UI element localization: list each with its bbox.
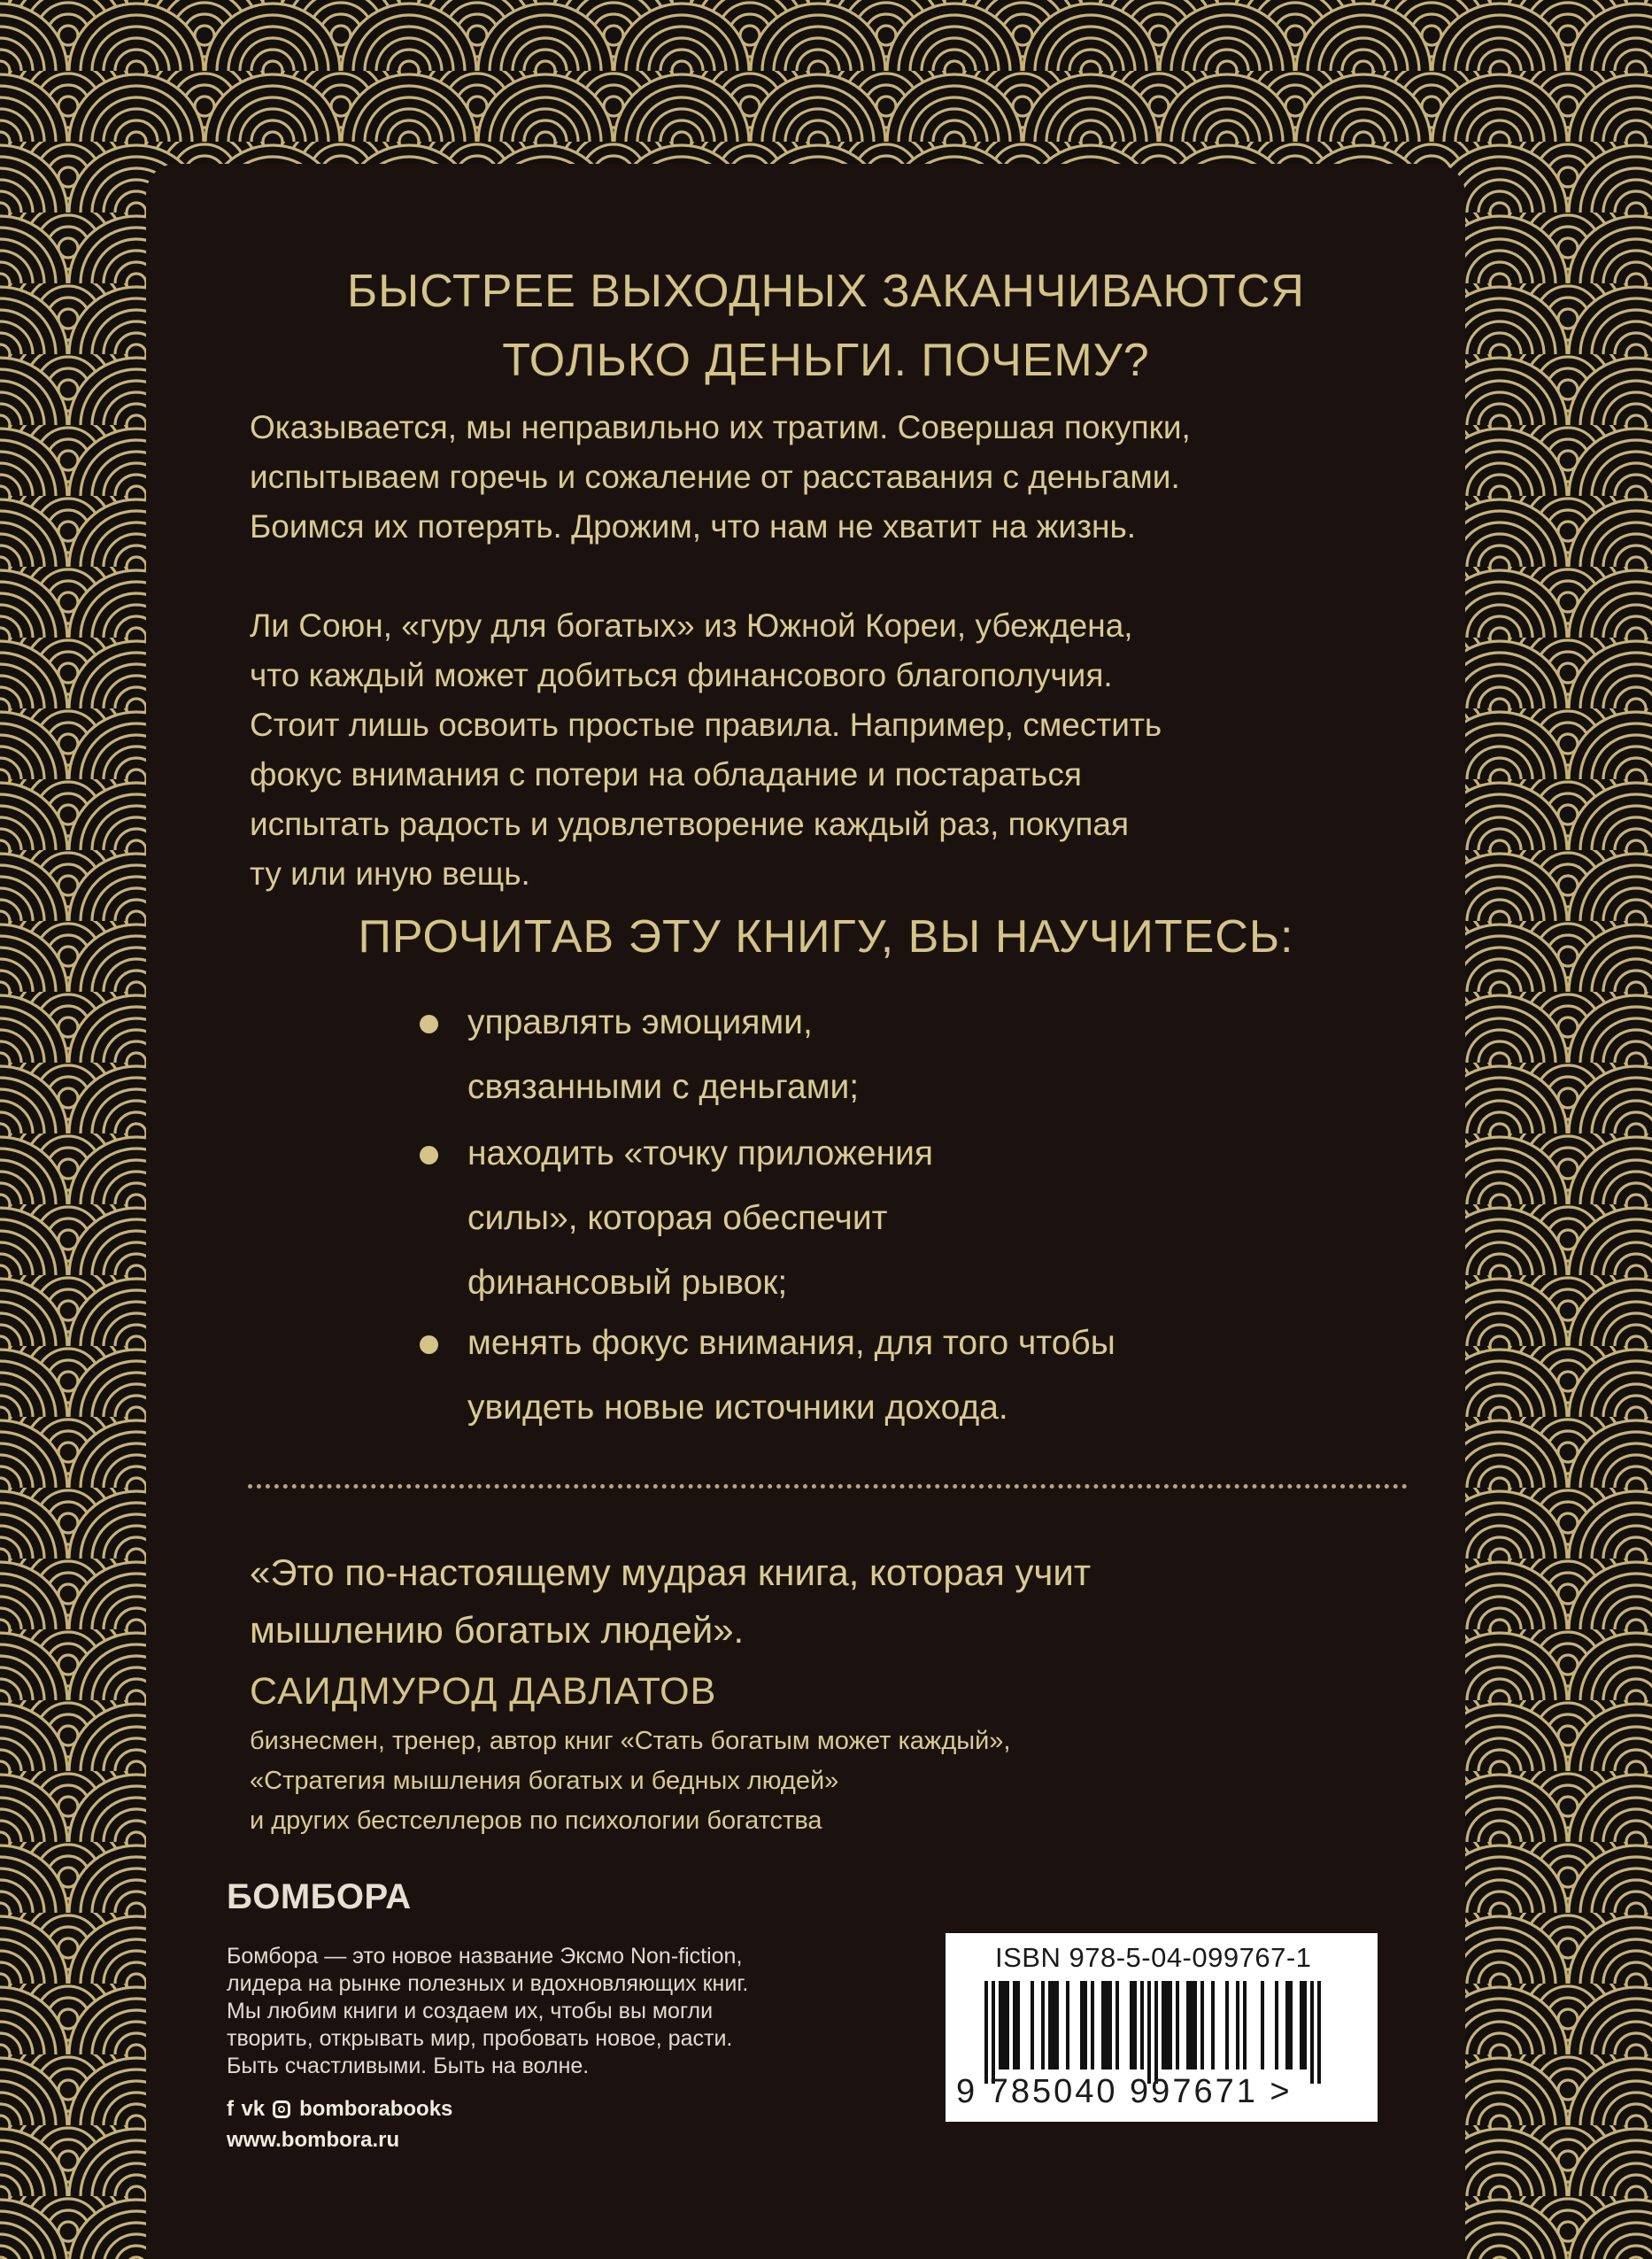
barcode-bar: [999, 1981, 1002, 2069]
barcode-bar: [1303, 1981, 1307, 2069]
intro-paragraph-2: Ли Союн, «гуру для богатых» из Южной Кореи, убеждена, что каждый может добиться финансового благополучия. Стоит лишь освоить простые правила. Например, сместить фокус внимания с потери на обладание и постараться испытать радость и удовлетворение каждый раз, покупая ту или иную вещь.: [250, 607, 1162, 892]
testimonial-author: САИДМУРОД ДАВЛАТОВ: [250, 1670, 717, 1713]
social-links: [227, 2097, 452, 2124]
testimonial-quote: «Это по-настоящему мудрая книга, которая учит мышлению богатых людей».: [250, 1551, 1092, 1651]
barcode-bar: [1169, 1981, 1172, 2069]
bullet-dot-icon: [420, 1146, 438, 1164]
barcode-bar: [1002, 1981, 1006, 2069]
dotted-divider: [248, 1484, 1408, 1489]
isbn-label: ISBN 978-5-04-099767-1: [995, 1942, 1312, 1973]
barcode-bar: [1052, 1981, 1055, 2069]
barcode-bar: [1317, 1981, 1321, 2084]
barcode-bar: [1236, 1981, 1239, 2069]
website-link[interactable]: www.bombora.ru: [227, 2128, 400, 2152]
barcode-bar: [1084, 1981, 1087, 2069]
social-handle[interactable]: bomborabooks: [299, 2097, 453, 2121]
learn-item-text: управлять эмоциями, связанными с деньгами;: [467, 1003, 860, 1106]
barcode-bar: [1243, 1981, 1247, 2069]
barcode-digits: 9 785040 997671 >: [956, 2073, 1293, 2110]
barcode-bar: [1091, 1981, 1094, 2069]
testimonial-author-description: бизнесмен, тренер, автор книг «Стать богатым может каждый», «Стратегия мышления богатых и бедных людей» и других бестселлеров по психологии богатства: [250, 1727, 1011, 1835]
barcode-bar: [1193, 1981, 1197, 2069]
barcode-bar: [1162, 1981, 1165, 2069]
barcode-bar: [1285, 1981, 1289, 2069]
barcode-bar: [1041, 1981, 1045, 2069]
publisher-logo: БОМБОРА: [227, 1877, 412, 1916]
barcode-bar: [984, 1981, 988, 2084]
barcode-bar: [1013, 1981, 1016, 2069]
headline: БЫСТРЕЕ ВЫХОДНЫХ ЗАКАНЧИВАЮТСЯ ТОЛЬКО ДЕНЬГИ. ПОЧЕМУ?: [347, 266, 1305, 386]
facebook-icon[interactable]: f: [227, 2097, 234, 2121]
barcode-bar: [1066, 1981, 1069, 2069]
barcode-bar: [1186, 1981, 1190, 2069]
bullet-dot-icon: [420, 1335, 438, 1354]
barcode-bar: [1225, 1981, 1229, 2069]
barcode-bar: [1115, 1981, 1119, 2069]
barcode-bar: [1165, 1981, 1169, 2069]
barcode-bar: [1147, 1981, 1151, 2084]
barcode-bar: [1006, 1981, 1009, 2069]
barcode-bar: [1289, 1981, 1293, 2069]
learn-heading: ПРОЧИТАВ ЭТУ КНИГУ, ВЫ НАУЧИТЕСЬ:: [358, 911, 1294, 963]
barcode-bar: [1133, 1981, 1137, 2069]
barcode-bar: [1200, 1981, 1204, 2069]
barcode-bar: [1176, 1981, 1179, 2069]
barcode-bar: [1275, 1981, 1278, 2069]
barcode-bar: [1055, 1981, 1059, 2069]
barcode-bar: [1105, 1981, 1108, 2069]
learn-item-text: менять фокус внимания, для того чтобы увидеть новые источники дохода.: [467, 1324, 1115, 1427]
barcode-bar: [1031, 1981, 1034, 2069]
bullet-dot-icon: [420, 1015, 438, 1033]
barcode-bar: [1211, 1981, 1215, 2069]
isbn-barcode: [946, 1933, 1378, 2122]
barcode-bar: [1130, 1981, 1133, 2069]
barcode-bar: [1154, 1981, 1158, 2084]
barcode-bar: [1048, 1981, 1052, 2069]
barcode-bar: [1016, 1981, 1020, 2069]
barcode-bar: [1310, 1981, 1314, 2084]
instagram-icon[interactable]: [273, 2100, 290, 2118]
barcode-bar: [1140, 1981, 1144, 2069]
barcode-bar: [1300, 1981, 1303, 2069]
barcode-bar: [992, 1981, 995, 2084]
barcode-bar: [1080, 1981, 1084, 2069]
learn-item-text: находить «точку приложения силы», которая обеспечит финансовый рывок;: [467, 1134, 934, 1302]
intro-paragraph-1: Оказывается, мы неправильно их тратим. Совершая покупки, испытываем горечь и сожаление от расставания с деньгами. Боимся их потерять. Дрожим, что нам не хватит на жизнь.: [250, 409, 1191, 545]
barcode-bar: [1190, 1981, 1193, 2069]
vk-icon[interactable]: vk: [241, 2097, 266, 2121]
publisher-description: Бомбора — это новое название Эксмо Non-fiction, лидера на рынке полезных и вдохновляющих книг. Мы любим книги и создаем их, чтобы вы могли творить, открывать мир, пробовать новое, расти. Быть счастливыми. Быть на волне.: [227, 1944, 749, 2078]
barcode-bar: [1261, 1981, 1264, 2069]
barcode-bar: [1101, 1981, 1105, 2069]
barcode-bar: [1108, 1981, 1112, 2069]
